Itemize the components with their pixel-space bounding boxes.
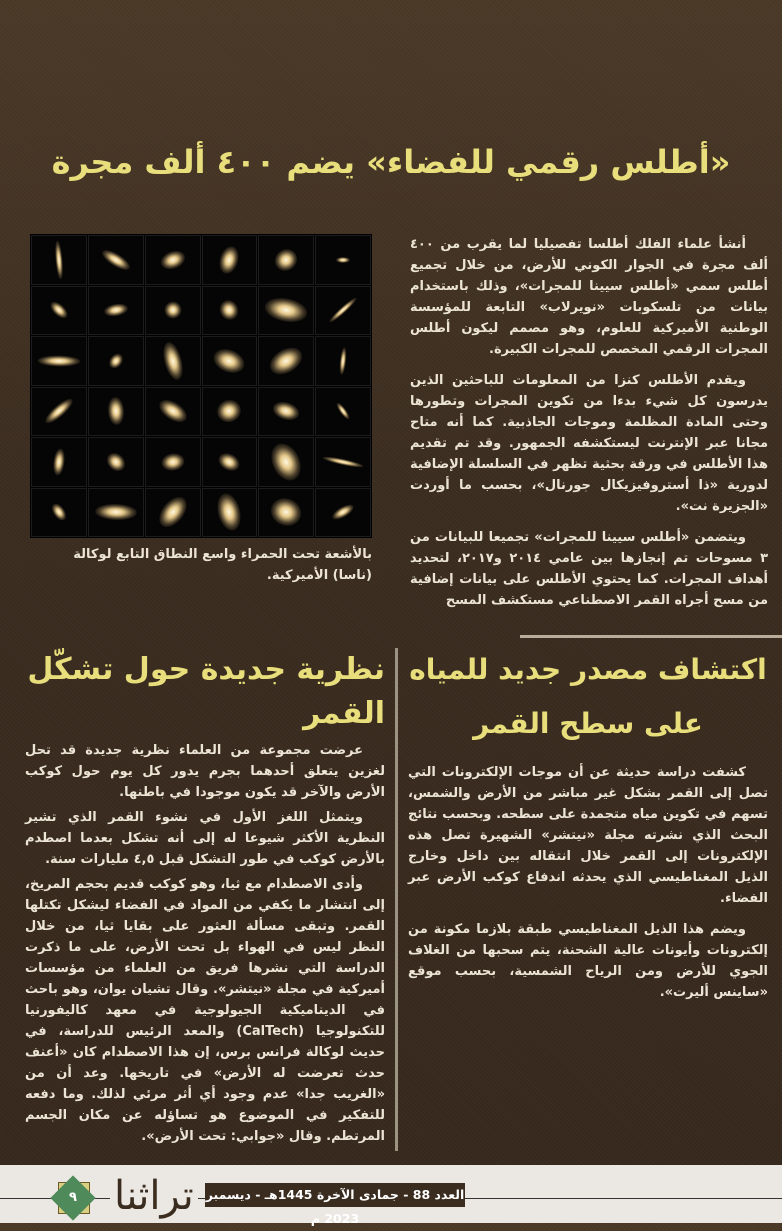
galaxy-cell: [88, 488, 144, 538]
moon-theory-body: [25, 740, 385, 1147]
galaxy-cell: [315, 437, 371, 487]
galaxy-cell: [145, 235, 201, 285]
section-divider: [520, 635, 782, 638]
galaxy-cell: [31, 286, 87, 336]
galaxy-cell: [31, 235, 87, 285]
page-number: ٩: [69, 1190, 77, 1205]
galaxy-blob: [103, 302, 129, 318]
galaxy-cell: [88, 286, 144, 336]
footer: [0, 1165, 782, 1226]
galaxy-blob: [216, 450, 243, 474]
galaxy-cell: [145, 387, 201, 437]
galaxy-cell: [31, 488, 87, 538]
galaxy-blob: [330, 502, 356, 523]
water-body: [408, 762, 768, 1003]
galaxy-cell: [31, 336, 87, 386]
galaxy-blob: [54, 240, 64, 279]
galaxy-cell: [315, 488, 371, 538]
issue-info: العدد 88 - جمادى الآخرة 1445هـ - ديسمبر 2023 م: [205, 1183, 465, 1207]
paragraph: ويتضمن «أطلس سيينا للمجرات» تجميعا للبيانات من ٣ مسوحات تم إنجازها بين عامي ٢٠١٤ و٢٠١٧، لتحديد أهداف المجرات. كما يحتوي الأطلس على بيانات إضافية من مسح أجراه القمر الاصطناعي مستكشف المسح: [410, 530, 768, 608]
paragraph: وأدى الاصطدام مع ثيا، وهو كوكب قديم بحجم المريخ، إلى انتشار ما يكفي من المواد في الفضاء ليشكل تكتلها القمر. وتبقى مسألة العثور على بقايا ثيا، من خلال النظر ليس في الهواء بل تحت الأرض، على ما ذكرت الدراسة التي نشرها فريق من العلماء من مؤسسات أميركية في مجلة «نيتشر». وقال تشيان يوان، وهو باحث في الديناميكية الجيولوجية في معهد كاليفورنيا للتكنولوجيا (CalTech) والمعد الرئيس للدراسة، في حديث لوكالة فرانس برس، إن هذا الاصطدام كان «أعنف حدث تعرضت له الأرض» في تاريخها. وعد أن من «الغريب جدا» عدم وجود أي أثر مرئي لذلك. وما دفعه للتفكير في الموضوع هو تساؤله عن مكان الجسم المرتطم. وقال «جوابي: تحت الأرض».: [25, 877, 385, 1144]
paragraph: ويقدم الأطلس كنزا من المعلومات للباحثين الذين يدرسون كل شيء بدءا من تكوين المجرات وتطورها وحتى المادة المظلمة وموجات الجاذبية. كما أنه متاح مجانا عبر الإنترنت ليستكشفه الجمهور. وقد تم تقديم هذا الأطلس في ورقة بحثية تظهر في السلسلة الإضافية لدورية «ذا أستروفيزيكال جورنال»، بحسب ما أوردت «الجزيرة نت».: [410, 373, 768, 514]
galaxy-cell: [202, 336, 258, 386]
galaxy-cell: [145, 336, 201, 386]
galaxy-blob: [214, 397, 244, 426]
galaxy-cell: [258, 235, 314, 285]
galaxy-blob: [263, 295, 310, 326]
galaxy-cell: [258, 387, 314, 437]
galaxy-blob: [37, 355, 80, 367]
galaxy-cell: [315, 387, 371, 437]
galaxy-cell: [202, 488, 258, 538]
water-title-line2: على سطح القمر: [473, 707, 703, 740]
galaxy-blob: [265, 342, 307, 380]
main-article-body: [410, 234, 768, 621]
galaxy-blob: [161, 299, 184, 322]
galaxy-blob: [99, 246, 132, 273]
water-article: [408, 648, 768, 1151]
galaxy-cell: [145, 437, 201, 487]
galaxy-blob: [52, 448, 66, 476]
galaxy-blob: [210, 345, 248, 377]
paragraph: ويضم هذا الذيل المغناطيسي طبقة بلازما مكونة من إلكترونات وأيونات عالية الشحنة، يتم سحبها من الغلاف الجوي للأرض ومن الرياح الشمسية، بحسب موقع «ساينس أليرت».: [408, 922, 768, 1000]
galaxy-cell: [202, 235, 258, 285]
moon-theory-article: [25, 648, 385, 1151]
galaxy-cell: [258, 336, 314, 386]
paragraph: كشفت دراسة حديثة عن أن موجات الإلكترونات التي تصل إلى القمر بشكل غير مباشر من الأرض والشمس، تسهم في تكوين مياه متجمدة على سطحه. وبحسب نتائج البحث الذي نشرته مجلة «نيتشر» الشهيرة تصل هذه الإلكترونات إلى القمر خلال انتقاله بين داخل وخارج الذيل المغناطيسي الذي يحدثه اندفاع كوكب الأرض عبر الفضاء.: [408, 765, 768, 906]
galaxy-cell: [202, 437, 258, 487]
galaxy-blob: [217, 297, 242, 323]
galaxy-blob: [42, 396, 76, 427]
galaxy-blob: [153, 492, 191, 532]
galaxy-cell: [145, 488, 201, 538]
galaxy-cell: [258, 437, 314, 487]
galaxy-blob: [335, 401, 352, 421]
galaxy-atlas-image: [30, 234, 372, 538]
galaxy-blob: [94, 504, 137, 521]
page-number-badge: [52, 1177, 94, 1219]
galaxy-blob: [106, 351, 125, 371]
galaxy-blob: [47, 299, 70, 321]
galaxy-cell: [88, 437, 144, 487]
paragraph: ويتمثل اللغز الأول في نشوء القمر الذي تشير النظرية الأكثر شيوعا له إلى أنه تشكل بعدما اصطدم بالأرض كوكب في طور التشكل قبل ٤,٥ مليارات سنة.: [25, 810, 385, 867]
galaxy-blob: [214, 491, 245, 533]
galaxy-blob: [328, 296, 359, 325]
galaxy-cell: [88, 336, 144, 386]
column-divider: [395, 648, 398, 1151]
galaxy-blob: [271, 399, 302, 423]
galaxy-cell: [88, 235, 144, 285]
main-article: [0, 234, 782, 621]
galaxy-blob: [217, 244, 242, 276]
galaxy-cell: [258, 488, 314, 538]
galaxy-blob: [267, 494, 306, 531]
galaxy-blob: [322, 454, 364, 469]
paragraph: أنشأ علماء الفلك أطلسا تفصيليا لما يقرب من ٤٠٠ ألف مجرة في الجوار الكوني للأرض، من خلال تجميع أطلس سمي «أطلس سيينا للمجرات»، وذلك باستخدام بيانات من تلسكوبات «نويرلاب» التابعة للمؤسسة الوطنية الأميركية للعلوم، وهو مصمم ليكون أطلس المجرات الرقمي المخصص للمجرات الكبيرة.: [410, 237, 768, 357]
main-article-title: «أطلس رقمي للفضاء» يضم ٤٠٠ ألف مجرة: [51, 143, 731, 181]
galaxy-blob: [107, 397, 125, 426]
galaxy-blob: [155, 396, 190, 427]
galaxy-blob: [158, 247, 187, 272]
paragraph: عرضت مجموعة من العلماء نظرية جديدة قد تحل لغزين يتعلق أحدهما بجرم يدور كل يوم حول كوكب الأرض والآخر قد يكون موجودا في باطنها.: [25, 743, 385, 800]
galaxy-cell: [315, 286, 371, 336]
galaxy-blob: [336, 257, 350, 263]
bottom-section: [0, 648, 782, 1165]
galaxy-cell: [202, 286, 258, 336]
magazine-logo: تراثنا: [110, 1171, 198, 1221]
galaxy-cell: [315, 235, 371, 285]
moon-theory-title: نظرية جديدة حول تشكّل القمر: [27, 652, 385, 731]
galaxy-blob: [160, 452, 185, 472]
galaxy-cell: [315, 336, 371, 386]
water-title-line1: اكتشاف مصدر جديد للمياه: [409, 653, 767, 686]
galaxy-cell: [202, 387, 258, 437]
image-caption: بالأشعة تحت الحمراء واسع النطاق التابع لوكالة (ناسا) الأميركية.: [73, 547, 372, 583]
galaxy-blob: [339, 347, 348, 375]
galaxy-cell: [258, 286, 314, 336]
galaxy-blob: [159, 340, 186, 382]
galaxy-cell: [31, 437, 87, 487]
figure: [30, 234, 372, 586]
galaxy-blob: [266, 438, 307, 485]
galaxy-blob: [271, 244, 302, 275]
galaxy-cell: [88, 387, 144, 437]
galaxy-cell: [31, 387, 87, 437]
galaxy-blob: [103, 449, 129, 474]
galaxy-cell: [145, 286, 201, 336]
galaxy-blob: [49, 501, 69, 523]
